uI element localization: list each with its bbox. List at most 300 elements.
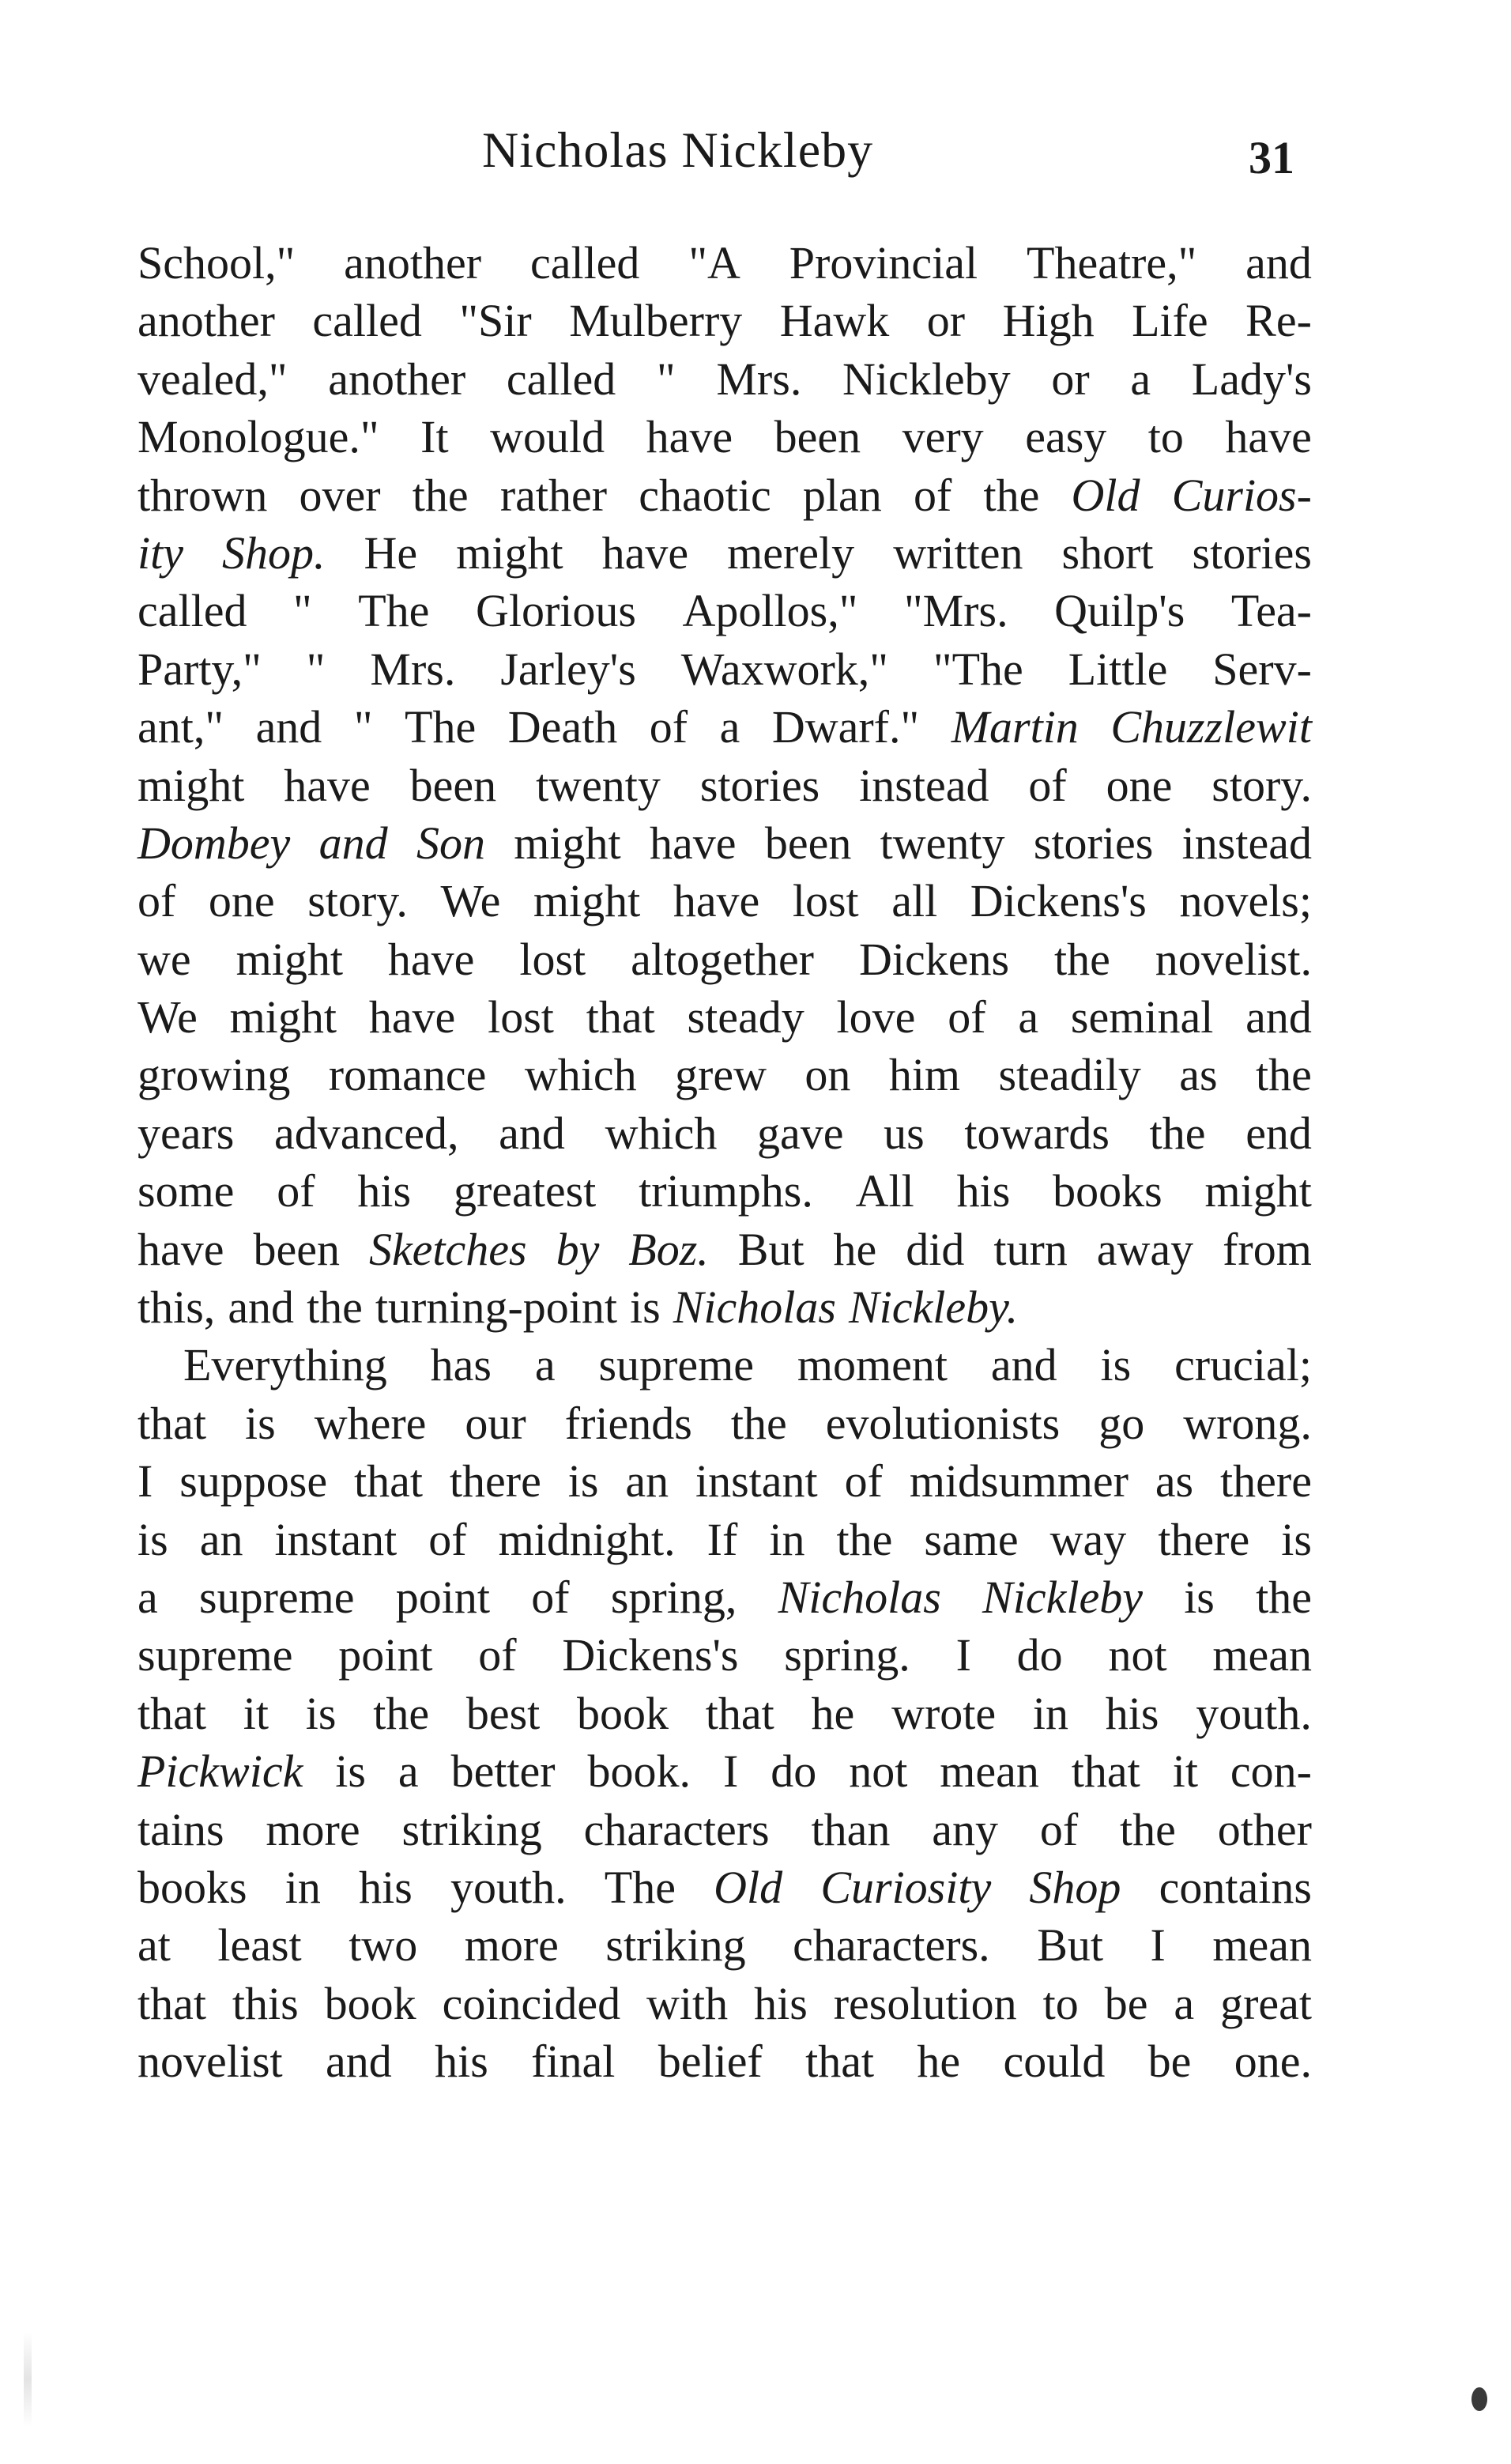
word: have	[138, 1223, 224, 1275]
word: instant	[695, 1455, 818, 1507]
word: the	[373, 1687, 430, 1739]
word: has	[430, 1339, 492, 1391]
word: Glorious	[475, 585, 636, 637]
text-line	[138, 1452, 1312, 1510]
word: turning-point	[375, 1281, 618, 1334]
word: instead	[859, 759, 989, 811]
word: him	[888, 1049, 961, 1101]
word: the	[1256, 1049, 1312, 1101]
word: his	[357, 1165, 412, 1217]
word: Sketches	[368, 1223, 527, 1275]
word: is	[630, 1281, 661, 1334]
word: Quilp's	[1054, 585, 1185, 637]
word: book	[577, 1687, 669, 1739]
word: is	[138, 1513, 168, 1565]
word: The	[405, 701, 477, 753]
text-line	[138, 466, 1312, 524]
word: The	[604, 1861, 676, 1913]
word: The	[358, 585, 430, 637]
word: the	[412, 469, 469, 521]
word: is	[567, 1455, 599, 1507]
word: more	[266, 1803, 360, 1855]
word: moment	[797, 1339, 948, 1391]
word: one	[1106, 759, 1173, 811]
word: not	[1108, 1629, 1167, 1681]
text-line	[138, 757, 1312, 814]
word: a	[1174, 1977, 1195, 2029]
word: some	[138, 1165, 235, 1217]
word: where	[314, 1397, 427, 1449]
word: and	[255, 701, 322, 753]
word: a	[1130, 353, 1151, 405]
word: We	[440, 875, 501, 927]
word: is	[1100, 1339, 1132, 1391]
word: been	[774, 411, 861, 463]
word: Dwarf."	[771, 701, 920, 753]
word: lost	[792, 875, 859, 927]
word: there	[1220, 1455, 1312, 1507]
word: novelist.	[1155, 933, 1312, 985]
text-line	[138, 1858, 1312, 1916]
word: his	[956, 1165, 1011, 1217]
word: we	[138, 933, 191, 985]
word: than	[811, 1803, 891, 1855]
word: "	[656, 353, 676, 405]
word: grew	[675, 1049, 767, 1101]
word: is	[1184, 1571, 1215, 1623]
word: con-	[1230, 1745, 1312, 1798]
word: other	[1217, 1803, 1312, 1855]
word: of	[531, 1571, 570, 1623]
word: novelist	[138, 2036, 283, 2088]
word: wrong.	[1183, 1397, 1312, 1449]
word: story.	[307, 875, 408, 927]
word: Shop	[1029, 1861, 1121, 1913]
word: could	[1003, 2036, 1106, 2088]
word: of	[913, 469, 952, 521]
word: youth.	[450, 1861, 567, 1913]
word: Party,"	[138, 643, 262, 695]
text-line	[138, 292, 1312, 349]
word: merely	[727, 526, 855, 579]
text-line	[138, 640, 1312, 698]
word: his	[359, 1861, 413, 1913]
word: ity	[138, 526, 183, 579]
word: growing	[138, 1049, 291, 1101]
word: Apollos,"	[682, 585, 858, 637]
word: same	[924, 1513, 1019, 1565]
word: Dickens's	[970, 875, 1147, 927]
word: is	[1281, 1513, 1312, 1565]
word: Dombey	[138, 817, 291, 869]
word: But	[737, 1223, 804, 1275]
text-line	[138, 1394, 1312, 1452]
word: of	[277, 1165, 315, 1217]
word: of	[1039, 1803, 1079, 1855]
word: Theatre,"	[1027, 237, 1197, 289]
word: is	[245, 1397, 276, 1449]
text-line	[138, 930, 1312, 988]
word: that	[705, 1687, 774, 1739]
word: School,"	[138, 237, 296, 289]
word: stories	[699, 759, 820, 811]
word: Dickens's	[562, 1629, 739, 1681]
word: supreme	[199, 1571, 355, 1623]
word: that	[138, 1977, 206, 2029]
word: called	[312, 295, 422, 347]
word: and	[1245, 991, 1312, 1043]
text-line	[138, 1046, 1312, 1104]
word: Nicholas	[673, 1281, 836, 1334]
word: towards	[964, 1107, 1110, 1159]
word: stories	[1033, 817, 1154, 869]
word: Son	[416, 817, 485, 869]
text-line	[138, 1685, 1312, 1742]
word: as	[1155, 1455, 1194, 1507]
word: and	[318, 817, 388, 869]
word: is	[305, 1687, 337, 1739]
word: Death	[507, 701, 618, 753]
text-line	[138, 350, 1312, 408]
word: his	[435, 2036, 488, 2088]
text-line	[138, 1916, 1312, 1974]
word: "A	[688, 237, 740, 289]
word: easy	[1025, 411, 1107, 463]
word: Nickleby	[842, 353, 1011, 405]
word: which	[524, 1049, 637, 1101]
word: He	[364, 526, 418, 579]
word: from	[1223, 1223, 1312, 1275]
word: striking	[605, 1919, 746, 1972]
page-number: 31	[1249, 132, 1294, 183]
word: to	[1147, 411, 1184, 463]
word: twenty	[880, 817, 1005, 869]
word: the	[1120, 1803, 1176, 1855]
word: twenty	[536, 759, 661, 811]
word: and	[499, 1107, 565, 1159]
word: away	[1096, 1223, 1194, 1275]
word: better	[450, 1745, 556, 1798]
word: it	[243, 1687, 269, 1739]
word: But	[1037, 1919, 1103, 1972]
word: least	[217, 1919, 302, 1972]
word: contains	[1159, 1861, 1312, 1913]
word: Re-	[1245, 295, 1312, 347]
word: characters.	[793, 1919, 990, 1972]
word: might	[236, 933, 343, 985]
word: "The	[933, 643, 1023, 695]
word: the	[983, 469, 1040, 521]
word: there	[449, 1455, 541, 1507]
word: he	[917, 2036, 961, 2088]
word: have	[368, 991, 456, 1043]
word: Curios-	[1171, 469, 1312, 521]
word: Curiosity	[820, 1861, 992, 1913]
ink-smudge	[1471, 2387, 1487, 2411]
text-line	[138, 234, 1312, 292]
text-line	[138, 1221, 1312, 1278]
word: of	[649, 701, 688, 753]
word: the	[307, 1281, 363, 1334]
word: would	[490, 411, 605, 463]
word: a	[398, 1745, 419, 1798]
word: that	[138, 1687, 206, 1739]
word: Old	[1071, 469, 1140, 521]
word: have	[646, 411, 733, 463]
word: a	[138, 1571, 158, 1623]
word: us	[884, 1107, 925, 1159]
word: that	[354, 1455, 424, 1507]
word: very	[902, 411, 984, 463]
word: might	[138, 759, 245, 811]
word: a	[719, 701, 740, 753]
word: it	[1172, 1745, 1198, 1798]
word: novels;	[1179, 875, 1312, 927]
word: supreme	[598, 1339, 754, 1391]
word: or	[1051, 353, 1090, 405]
word: might	[514, 817, 621, 869]
word: Old	[714, 1861, 783, 1913]
word: thrown	[138, 469, 268, 521]
word: best	[465, 1687, 541, 1739]
word: and	[228, 1281, 295, 1334]
word: all	[891, 875, 938, 927]
word: Nickleby	[982, 1571, 1143, 1623]
word: mean	[1212, 1919, 1312, 1972]
word: of	[138, 875, 176, 927]
word: midnight.	[498, 1513, 676, 1565]
word: youth.	[1196, 1687, 1312, 1739]
word: been	[409, 759, 497, 811]
word: instant	[274, 1513, 398, 1565]
word: might	[456, 526, 563, 579]
word: Little	[1068, 643, 1168, 695]
word: final	[531, 2036, 616, 2088]
word: lost	[519, 933, 586, 985]
word: he	[833, 1223, 877, 1275]
word: characters	[583, 1803, 770, 1855]
word: book.	[587, 1745, 691, 1798]
text-line	[138, 1162, 1312, 1220]
word: on	[804, 1049, 851, 1101]
word: do	[771, 1745, 817, 1798]
word: It	[420, 411, 449, 463]
word: go	[1098, 1397, 1145, 1449]
word: which	[605, 1107, 718, 1159]
word: this,	[138, 1281, 216, 1334]
word: our	[465, 1397, 526, 1449]
word: did	[906, 1223, 965, 1275]
word: steadily	[998, 1049, 1141, 1101]
word: the	[1256, 1571, 1312, 1623]
word: do	[1016, 1629, 1063, 1681]
word: or	[926, 295, 966, 347]
word: mean	[940, 1745, 1039, 1798]
word: story.	[1211, 759, 1312, 811]
word: mean	[1212, 1629, 1312, 1681]
word: plan	[802, 469, 882, 521]
text-line	[138, 1104, 1312, 1162]
word: Jarley's	[500, 643, 636, 695]
word: be	[1104, 1977, 1148, 2029]
word: might	[1204, 1165, 1312, 1217]
word: short	[1061, 526, 1154, 579]
word: Hawk	[779, 295, 890, 347]
word: romance	[328, 1049, 487, 1101]
word: Mulberry	[569, 295, 743, 347]
word: might	[229, 991, 337, 1043]
word: called	[529, 237, 640, 289]
word: wrote	[891, 1687, 997, 1739]
word: of	[948, 991, 986, 1043]
word: his	[1105, 1687, 1159, 1739]
text-line	[138, 1975, 1312, 2032]
word: Mrs.	[716, 353, 802, 405]
word: have	[649, 817, 737, 869]
word: another	[344, 237, 482, 289]
word: love	[836, 991, 916, 1043]
word: there	[1158, 1513, 1250, 1565]
word: and	[1245, 237, 1312, 289]
word: instead	[1181, 817, 1312, 869]
word: I	[138, 1455, 153, 1507]
word: his	[754, 1977, 808, 2029]
word: Everything	[183, 1339, 387, 1391]
text-line	[138, 1626, 1312, 1684]
word: Boz.	[628, 1223, 709, 1275]
word: I	[722, 1745, 739, 1798]
word: stories	[1192, 526, 1312, 579]
word: he	[811, 1687, 855, 1739]
text-line	[138, 408, 1312, 466]
word: years	[138, 1107, 235, 1159]
word: I	[955, 1629, 971, 1681]
word: point	[338, 1629, 433, 1681]
word: Martin	[951, 701, 1079, 753]
word: Monologue."	[138, 411, 379, 463]
word: spring,	[610, 1571, 737, 1623]
word: All	[855, 1165, 914, 1217]
word: way	[1049, 1513, 1127, 1565]
word: "	[306, 643, 326, 695]
word: a	[1018, 991, 1039, 1043]
word: point	[395, 1571, 490, 1623]
body-text	[138, 234, 1312, 2091]
word: in	[284, 1861, 321, 1913]
word: friends	[564, 1397, 692, 1449]
word: more	[464, 1919, 559, 1972]
text-line	[138, 1278, 1312, 1336]
word: greatest	[453, 1165, 597, 1217]
word: coincided	[442, 1977, 621, 2029]
word: "	[293, 585, 312, 637]
word: altogether	[631, 933, 814, 985]
word: belief	[658, 2036, 763, 2088]
word: written	[893, 526, 1023, 579]
word: by	[556, 1223, 600, 1275]
text-line	[138, 1336, 1312, 1394]
word: striking	[401, 1803, 542, 1855]
word: rather	[499, 469, 608, 521]
word: chaotic	[639, 469, 771, 521]
text-line	[138, 1742, 1312, 1800]
word: gave	[756, 1107, 844, 1159]
word: not	[849, 1745, 908, 1798]
word: of	[1028, 759, 1067, 811]
word: tains	[138, 1803, 224, 1855]
text-line	[138, 1801, 1312, 1858]
word: called	[506, 353, 616, 405]
word: an	[199, 1513, 243, 1565]
word: of	[478, 1629, 517, 1681]
word: in	[769, 1513, 805, 1565]
word: book	[324, 1977, 416, 2029]
word: that	[586, 991, 655, 1043]
word: Nickleby.	[848, 1281, 1019, 1334]
word: and	[990, 1339, 1057, 1391]
word: that	[1071, 1745, 1140, 1798]
scan-margin-mark	[24, 2332, 32, 2427]
word: called	[138, 585, 247, 637]
running-title: Nicholas Nickleby	[482, 122, 874, 178]
word: that	[138, 1397, 206, 1449]
word: have	[1225, 411, 1312, 463]
word: any	[932, 1803, 998, 1855]
word: midsummer	[909, 1455, 1129, 1507]
word: Waxwork,"	[680, 643, 888, 695]
word: Provincial	[789, 237, 978, 289]
text-line	[138, 872, 1312, 930]
word: Serv-	[1212, 643, 1312, 695]
word: "	[353, 701, 373, 753]
word: "Sir	[459, 295, 532, 347]
text-line	[138, 582, 1312, 640]
word: turn	[993, 1223, 1068, 1275]
word: suppose	[179, 1455, 328, 1507]
word: to	[1042, 1977, 1079, 2029]
word: another	[328, 353, 466, 405]
word: supreme	[138, 1629, 293, 1681]
word: advanced,	[274, 1107, 459, 1159]
word: another	[138, 295, 275, 347]
running-head	[0, 119, 1511, 182]
word: I	[1150, 1919, 1166, 1972]
word: have	[387, 933, 475, 985]
word: Life	[1132, 295, 1208, 347]
word: been	[764, 817, 852, 869]
word: have	[284, 759, 371, 811]
word: "Mrs.	[903, 585, 1008, 637]
word: seminal	[1070, 991, 1214, 1043]
word: vealed,"	[138, 353, 288, 405]
text-line	[138, 2032, 1312, 2090]
word: might	[533, 875, 641, 927]
word: of	[428, 1513, 467, 1565]
word: crucial;	[1174, 1339, 1312, 1391]
word: with	[646, 1977, 729, 2029]
word: the	[1053, 933, 1110, 985]
text-line	[138, 1568, 1312, 1626]
word: the	[1149, 1107, 1206, 1159]
word: great	[1220, 1977, 1312, 2029]
word: have	[601, 526, 689, 579]
word: of	[844, 1455, 883, 1507]
word: the	[730, 1397, 787, 1449]
word: been	[253, 1223, 340, 1275]
word: If	[707, 1513, 738, 1565]
word: evolutionists	[825, 1397, 1061, 1449]
word: Dickens	[858, 933, 1010, 985]
